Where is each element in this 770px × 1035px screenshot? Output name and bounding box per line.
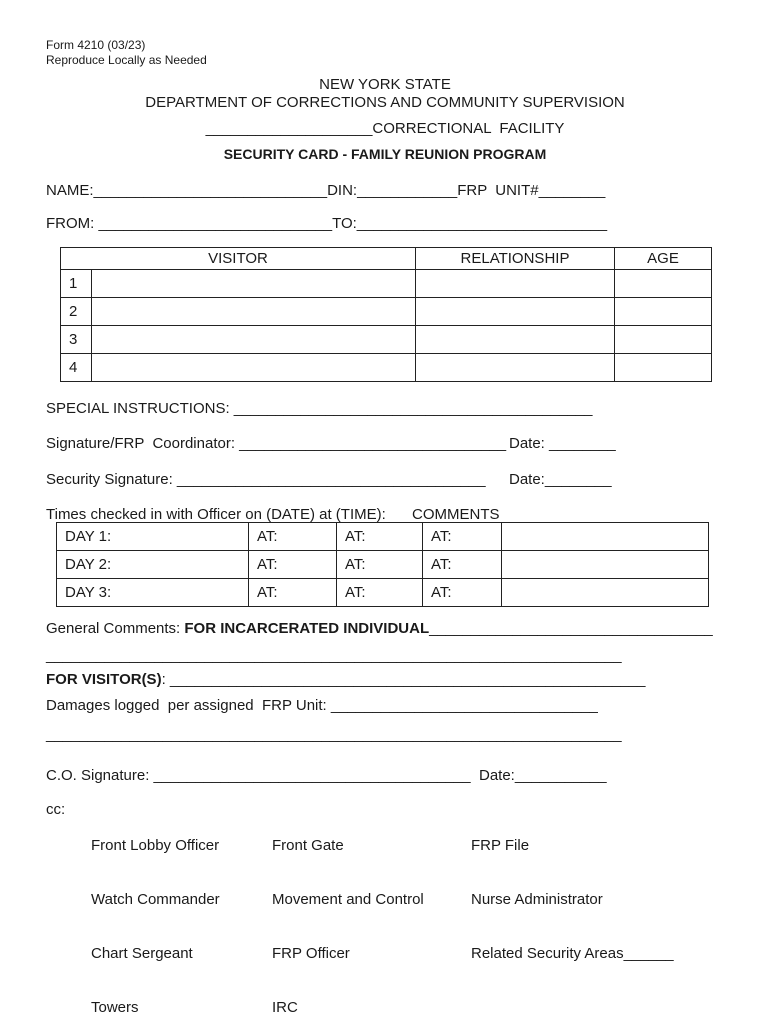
age-cell[interactable] (615, 354, 712, 382)
cc-column-3 (471, 801, 674, 981)
cc-item: FRP Officer (272, 945, 350, 962)
at-time-cell[interactable]: AT: (249, 523, 337, 551)
cc-item: Movement and Control (272, 891, 424, 908)
special-instructions-field[interactable]: SPECIAL INSTRUCTIONS: ___________________________________________ (46, 400, 593, 417)
security-date-field[interactable]: Date:________ (509, 471, 612, 488)
department-heading: DEPARTMENT OF CORRECTIONS AND COMMUNITY SUPERVISION (145, 94, 625, 111)
checkin-label: Times checked in with Officer on (DATE) at (TIME): (46, 506, 386, 523)
cc-item: Nurse Administrator (471, 891, 603, 908)
table-row (57, 551, 709, 579)
comments-label: COMMENTS (412, 506, 500, 523)
blank-comment-line[interactable]: _____________________________________________________________________ (46, 647, 622, 664)
form-number: Form 4210 (03/23) (46, 38, 146, 52)
coordinator-signature-field[interactable]: Signature/FRP Coordinator: ________________________________ (46, 435, 507, 452)
incarcerated-label: FOR INCARCERATED INDIVIDUAL (184, 620, 430, 637)
visitor-header: VISITOR (61, 248, 416, 270)
comments-cell[interactable] (502, 579, 709, 607)
row-number: 3 (61, 326, 92, 354)
at-time-cell[interactable]: AT: (337, 523, 423, 551)
reproduce-note: Reproduce Locally as Needed (46, 53, 207, 67)
cc-item: IRC (272, 999, 298, 1016)
age-cell[interactable] (615, 326, 712, 354)
row-number: 2 (61, 298, 92, 326)
table-row (61, 326, 712, 354)
coordinator-date-field[interactable]: Date: ________ (509, 435, 616, 452)
cc-item[interactable]: Related Security Areas______ (471, 945, 674, 962)
relationship-cell[interactable] (416, 298, 615, 326)
at-time-cell[interactable]: AT: (337, 551, 423, 579)
from-to-field[interactable]: FROM: ____________________________TO:______________________________ (46, 215, 608, 232)
visitor-table (60, 247, 712, 382)
visitor-table-header (61, 248, 712, 270)
cc-label: cc: (46, 801, 66, 818)
general-comments-field[interactable] (46, 620, 713, 637)
page-title: SECURITY CARD - FAMILY REUNION PROGRAM (223, 146, 547, 162)
cc-column-1 (91, 801, 220, 1035)
age-header: AGE (615, 248, 712, 270)
cc-item: Towers (91, 999, 139, 1016)
general-comments-label: General Comments: (46, 620, 181, 637)
at-time-cell[interactable]: AT: (423, 579, 502, 607)
cc-column-2 (272, 801, 424, 1035)
relationship-cell[interactable] (416, 354, 615, 382)
state-heading: NEW YORK STATE (319, 76, 451, 93)
table-row (57, 523, 709, 551)
visitor-comments-label: FOR VISITOR(S) (46, 671, 162, 688)
visitor-cell[interactable] (92, 326, 416, 354)
row-number: 1 (61, 270, 92, 298)
checkin-table (56, 522, 709, 607)
facility-line[interactable]: ____________________CORRECTIONAL FACILITY (205, 120, 565, 137)
age-cell[interactable] (615, 270, 712, 298)
relationship-header: RELATIONSHIP (416, 248, 615, 270)
at-time-cell[interactable]: AT: (423, 551, 502, 579)
day-label: DAY 1: (57, 523, 249, 551)
co-signature-field[interactable]: C.O. Signature: ______________________________________ (46, 767, 471, 784)
at-time-cell[interactable]: AT: (249, 551, 337, 579)
at-time-cell[interactable]: AT: (249, 579, 337, 607)
row-number: 4 (61, 354, 92, 382)
visitor-comments-field[interactable] (46, 671, 645, 688)
day-label: DAY 3: (57, 579, 249, 607)
table-row (61, 298, 712, 326)
visitor-cell[interactable] (92, 354, 416, 382)
day-label: DAY 2: (57, 551, 249, 579)
cc-item: FRP File (471, 837, 530, 854)
incarcerated-line[interactable]: __________________________________ (429, 620, 713, 637)
visitor-cell[interactable] (92, 298, 416, 326)
cc-item: Chart Sergeant (91, 945, 193, 962)
comments-cell[interactable] (502, 551, 709, 579)
at-time-cell[interactable]: AT: (337, 579, 423, 607)
blank-damages-line[interactable]: _____________________________________________________________________ (46, 726, 622, 743)
table-row (61, 270, 712, 298)
visitor-cell[interactable] (92, 270, 416, 298)
table-row (57, 579, 709, 607)
at-time-cell[interactable]: AT: (423, 523, 502, 551)
co-date-field[interactable]: Date:___________ (479, 767, 607, 784)
comments-cell[interactable] (502, 523, 709, 551)
security-signature-field[interactable]: Security Signature: _____________________________________ (46, 471, 486, 488)
cc-item: Watch Commander (91, 891, 220, 908)
damages-field[interactable]: Damages logged per assigned FRP Unit: ________________________________ (46, 697, 598, 714)
relationship-cell[interactable] (416, 270, 615, 298)
age-cell[interactable] (615, 298, 712, 326)
cc-item: Front Gate (272, 837, 344, 854)
table-row (61, 354, 712, 382)
visitor-comments-line[interactable]: : _________________________________________________________ (161, 671, 646, 688)
relationship-cell[interactable] (416, 326, 615, 354)
name-din-unit-field[interactable]: NAME:____________________________DIN:____________FRP UNIT#________ (46, 182, 606, 199)
cc-item: Front Lobby Officer (91, 837, 220, 854)
